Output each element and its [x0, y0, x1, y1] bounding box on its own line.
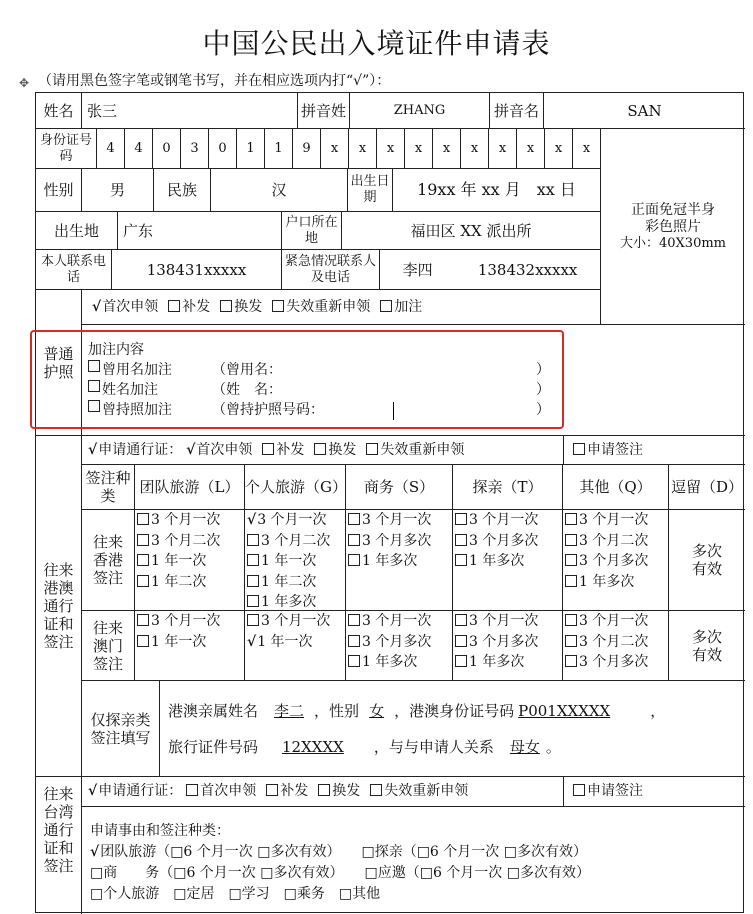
endorse-option-label: 3 个月一次: [362, 613, 432, 629]
endorse-option[interactable]: [137, 510, 220, 531]
id-digit[interactable]: 1: [237, 129, 265, 169]
option-3[interactable]: [362, 440, 464, 461]
endorse-cell: [453, 611, 563, 681]
option-1[interactable]: [258, 440, 304, 461]
endorse-option[interactable]: [247, 510, 327, 531]
checkbox-icon[interactable]: [370, 784, 382, 796]
option-label: 换发: [332, 783, 361, 799]
endorse-option-label: 1 年一次: [257, 633, 313, 650]
check-mark-icon[interactable]: √: [186, 441, 196, 458]
annot-close: ）: [536, 382, 550, 398]
endorse-option[interactable]: [348, 632, 431, 653]
form-instructions: （请用黑色签字笔或钢笔书写，并在相应选项内打“√”）：: [38, 73, 391, 89]
endorse-option-label: 3 个月一次: [579, 613, 649, 629]
checkbox-icon[interactable]: [348, 534, 360, 546]
endorse-option[interactable]: [348, 531, 431, 552]
endorse-option-label: 3 个月一次: [469, 512, 539, 528]
endorse-option-label: 3 个月一次: [261, 613, 331, 629]
checkbox-icon[interactable]: [455, 655, 467, 667]
id-digit[interactable]: x: [433, 129, 461, 169]
id-digit[interactable]: 0: [209, 129, 237, 169]
taiwan-line2[interactable]: □商 务（□6 个月一次 □多次有效） □应邀（□6 个月一次 □多次有效）: [90, 865, 590, 881]
endorse-cell: [245, 510, 346, 611]
checkbox-icon[interactable]: [348, 635, 360, 647]
birthplace-value[interactable]: 广东: [118, 212, 282, 250]
option-3[interactable]: [366, 781, 468, 802]
travel-doc-value[interactable]: 12XXXX: [282, 737, 344, 756]
endorse-option[interactable]: [348, 652, 417, 673]
endorse-option[interactable]: [455, 632, 538, 653]
endorse-option-label: 3 个月多次: [362, 633, 432, 650]
annot-label: 曾用名加注: [102, 362, 172, 378]
option-label: 补发: [182, 298, 211, 315]
id-digit[interactable]: 3: [181, 129, 209, 169]
option-0[interactable]: [88, 297, 158, 318]
stay-text-1: 多次: [691, 627, 722, 646]
option-2[interactable]: [314, 781, 360, 802]
taiwan-reason-title: 申请事由和签注种类：: [90, 823, 230, 839]
check-mark-icon[interactable]: √: [247, 512, 257, 528]
endorse-option[interactable]: [565, 632, 648, 653]
relative-label: 港澳亲属姓名: [168, 701, 259, 720]
endorse-option[interactable]: [455, 551, 524, 572]
endorse-cell: [346, 510, 453, 611]
checkbox-icon[interactable]: [455, 614, 467, 626]
id-digit[interactable]: x: [377, 129, 405, 169]
check-mark-icon[interactable]: √: [247, 633, 257, 650]
checkbox-icon[interactable]: [262, 443, 274, 455]
endorse-option[interactable]: [565, 652, 648, 673]
name-label: 姓名: [36, 93, 82, 129]
id-digit[interactable]: x: [461, 129, 489, 169]
endorse-option-label: 1 年多次: [469, 553, 525, 569]
pinyin-given-value[interactable]: SAN: [544, 93, 745, 129]
option-label: 申请签注: [587, 783, 643, 799]
passport-section-label: 普通护照: [36, 290, 82, 436]
option-2[interactable]: [310, 440, 356, 461]
endorse-row-label: 往来香港签注: [82, 510, 135, 611]
id-digit[interactable]: x: [405, 129, 433, 169]
option-label: 首次申领: [196, 441, 253, 458]
checkbox-icon[interactable]: [266, 784, 278, 796]
hkmo-endorse-option: [564, 436, 745, 465]
check-mark-icon: √: [88, 441, 98, 458]
move-handle-icon[interactable]: ✥: [19, 76, 30, 90]
check-mark-icon: √: [88, 783, 98, 799]
endorse-option[interactable]: [137, 611, 220, 632]
option-label: 补发: [276, 441, 305, 458]
ethnic-label: 民族: [154, 169, 211, 212]
relation-label: 与申请人关系: [403, 737, 494, 756]
checkbox-icon[interactable]: [186, 784, 198, 796]
id-digit[interactable]: x: [545, 129, 573, 169]
endorse-col-header: 探亲（T）: [453, 465, 563, 510]
id-label: 身份证号码: [36, 129, 97, 169]
endorse-option[interactable]: [137, 632, 206, 653]
endorse-option-label: 3 个月一次: [257, 512, 327, 528]
endorse-col-header: 团队旅游（L）: [135, 465, 245, 510]
option-label: 首次申领: [200, 783, 257, 799]
option-label: 失效重新申领: [286, 298, 371, 315]
option-1[interactable]: [164, 297, 210, 318]
checkbox-icon[interactable]: [455, 513, 467, 525]
photo-line1: 正面免冠半身: [631, 201, 715, 218]
endorse-option-label: 1 年多次: [362, 654, 418, 670]
checkbox-icon[interactable]: [348, 655, 360, 667]
checkbox-icon[interactable]: [318, 784, 330, 796]
endorse-option-label: 3 个月二次: [151, 532, 221, 549]
endorse-option[interactable]: [348, 510, 431, 531]
endorse-option[interactable]: [247, 572, 316, 593]
hk-id-value[interactable]: P001XXXXX: [518, 701, 611, 720]
endorse-option-label: 1 年一次: [151, 553, 207, 569]
visit-line2: 旅行证件号码 12XXXX ，与与申请人关系 母女 。: [168, 737, 561, 756]
endorse-option[interactable]: [565, 611, 648, 632]
hukou-value[interactable]: 福田区 XX 派出所: [342, 212, 601, 250]
id-digit[interactable]: x: [573, 129, 601, 169]
endorse-option-label: 1 年二次: [261, 573, 317, 590]
emergency-label: 紧急情况联系人及电话: [282, 250, 380, 290]
stay-cell: [669, 611, 745, 681]
option-label: 加注: [394, 298, 423, 315]
endorse-option[interactable]: [247, 531, 330, 552]
hk-id-label: 港澳身份证号码: [409, 701, 515, 720]
check-mark-icon[interactable]: √: [92, 298, 102, 315]
annot-close: ）: [536, 362, 550, 378]
name-value[interactable]: 张三: [82, 93, 298, 129]
endorse-option-label: 3 个月多次: [579, 553, 649, 569]
taiwan-apply-options: [82, 777, 564, 807]
endorse-option[interactable]: [455, 652, 524, 673]
option-endorse[interactable]: [569, 781, 643, 802]
id-digit[interactable]: x: [321, 129, 349, 169]
option-0[interactable]: [182, 440, 252, 461]
travel-doc-label: 旅行证件号码: [168, 737, 259, 756]
endorse-option-label: 3 个月多次: [469, 633, 539, 650]
endorse-option[interactable]: [137, 572, 206, 593]
endorse-option[interactable]: [455, 611, 538, 632]
checkbox-icon[interactable]: [137, 575, 149, 587]
apply-prefix: 申请通行证：: [98, 441, 183, 458]
annot-label: 姓名加注: [102, 382, 158, 398]
checkbox-icon[interactable]: [565, 534, 577, 546]
checkbox-icon[interactable]: [247, 534, 259, 546]
checkbox-icon[interactable]: [137, 614, 149, 626]
emergency-phone: 138432xxxxx: [477, 260, 578, 279]
annot-detail: （姓 名：: [212, 382, 282, 398]
endorse-option-label: 3 个月一次: [469, 613, 539, 629]
endorse-cell: [245, 611, 346, 681]
option-label: 补发: [280, 783, 309, 799]
hkmo-section-label: 往来港澳通行证和签注: [36, 436, 82, 777]
id-digit[interactable]: x: [489, 129, 517, 169]
annot-detail: （曾持护照号码：: [212, 402, 324, 418]
endorse-option-label: 1 年二次: [151, 573, 207, 590]
photo-line3: 大小：40X30mm: [620, 235, 726, 251]
checkbox-icon[interactable]: [168, 300, 180, 312]
id-digit[interactable]: 4: [97, 129, 125, 169]
photo-line2: 彩色照片: [645, 218, 701, 235]
endorse-option-label: 1 年多次: [469, 654, 525, 670]
relation-value[interactable]: 母女: [509, 737, 540, 756]
endorse-cell: [563, 510, 669, 611]
checkbox-icon[interactable]: [348, 614, 360, 626]
hukou-label: 户口所在地: [282, 212, 342, 250]
checkbox-icon[interactable]: [137, 554, 149, 566]
stay-text-2: 有效: [691, 560, 722, 578]
relative-gender-label: 性别: [329, 701, 360, 720]
annot-label: 曾持照加注: [102, 402, 172, 418]
checkbox-icon[interactable]: [220, 300, 232, 312]
passport-apply-options: [82, 290, 601, 325]
endorse-option-label: 3 个月多次: [469, 532, 539, 549]
id-digit[interactable]: x: [349, 129, 377, 169]
endorse-option-label: 3 个月二次: [579, 532, 649, 549]
id-digit[interactable]: 9: [293, 129, 321, 169]
option-label: 失效重新申领: [380, 441, 465, 458]
endorse-cell: [453, 510, 563, 611]
checkbox-icon[interactable]: [348, 554, 360, 566]
checkbox-icon[interactable]: [565, 575, 577, 587]
endorse-option[interactable]: [565, 572, 634, 593]
endorse-col-header: 其他（Q）: [563, 465, 669, 510]
checkbox-icon[interactable]: [455, 554, 467, 566]
endorse-col-header: 商务（S）: [346, 465, 453, 510]
endorse-col-header: 个人旅游（G）: [245, 465, 346, 510]
endorse-option-label: 1 年多次: [362, 553, 418, 569]
checkbox-icon[interactable]: [565, 513, 577, 525]
endorse-option-label: 1 年一次: [151, 633, 207, 650]
stay-text-1: 多次: [691, 542, 722, 560]
hkmo-apply-options: [82, 436, 564, 465]
endorse-cell: [563, 611, 669, 681]
relative-gender[interactable]: 女: [369, 701, 385, 720]
endorse-option[interactable]: [137, 531, 220, 552]
option-label: 换发: [328, 441, 357, 458]
checkbox-icon[interactable]: [565, 655, 577, 667]
endorse-option-label: 3 个月二次: [261, 532, 331, 549]
checkbox-icon[interactable]: [455, 635, 467, 647]
emergency-value[interactable]: [380, 250, 601, 290]
endorse-option[interactable]: [247, 551, 316, 572]
checkbox-icon[interactable]: [573, 784, 585, 796]
endorse-option-label: 3 个月多次: [362, 532, 432, 549]
endorse-option[interactable]: [455, 510, 538, 531]
option-3[interactable]: [268, 297, 370, 318]
checkbox-icon[interactable]: [565, 554, 577, 566]
text-cursor: [393, 402, 394, 420]
endorse-option-label: 3 个月多次: [579, 654, 649, 670]
checkbox-icon[interactable]: [137, 513, 149, 525]
checkbox-icon[interactable]: [137, 534, 149, 546]
checkbox-icon[interactable]: [247, 614, 259, 626]
gender-label: 性别: [36, 169, 82, 212]
checkbox-icon[interactable]: [348, 513, 360, 525]
phone-label: 本人联系电话: [36, 250, 112, 290]
endorse-option-label: 1 年多次: [579, 573, 635, 590]
stay-cell: [669, 510, 745, 611]
birthplace-label: 出生地: [36, 212, 118, 250]
highlight-box: [30, 330, 564, 429]
endorse-option-label: 1 年一次: [261, 553, 317, 569]
endorse-option-label: 3 个月一次: [362, 512, 432, 528]
endorse-kind-header: 签注种类: [82, 465, 135, 510]
endorse-option-label: 1 年多次: [261, 594, 317, 610]
taiwan-line3[interactable]: □个人旅游 □定居 □学习 □乘务 □其他: [90, 886, 381, 902]
annot-detail: （曾用名：: [212, 362, 282, 378]
option-label: 首次申领: [102, 298, 159, 315]
id-digit[interactable]: x: [517, 129, 545, 169]
checkbox-icon[interactable]: [565, 635, 577, 647]
endorse-option[interactable]: [247, 632, 313, 653]
endorse-option[interactable]: [348, 551, 417, 572]
option-4[interactable]: [376, 297, 422, 318]
endorse-option[interactable]: [247, 611, 330, 632]
apply-prefix: 申请通行证：: [98, 783, 183, 799]
visit-details: [160, 681, 745, 777]
endorse-option-label: 3 个月一次: [151, 512, 221, 528]
taiwan-line1-text: 团队旅游（□6 个月一次 □多次有效） □探亲（□6 个月一次 □多次有效）: [100, 844, 587, 860]
checkbox-icon[interactable]: [565, 614, 577, 626]
passport-apply-spacer: [601, 290, 745, 325]
taiwan-line1[interactable]: √团队旅游（□6 个月一次 □多次有效） □探亲（□6 个月一次 □多次有效）: [90, 844, 587, 860]
relative-name[interactable]: 李二: [274, 701, 305, 720]
emergency-name: 李四: [402, 260, 433, 279]
option-label: 换发: [234, 298, 263, 315]
endorse-option-label: 3 个月一次: [579, 512, 649, 528]
pinyin-surname-value[interactable]: ZHANG: [350, 93, 490, 129]
stay-text-2: 有效: [691, 645, 722, 664]
checkbox-icon[interactable]: [137, 635, 149, 647]
checkbox-icon[interactable]: [247, 554, 259, 566]
option-0[interactable]: [182, 781, 256, 802]
option-label: 申请签注: [587, 441, 643, 458]
option-1[interactable]: [262, 781, 308, 802]
pinyin-surname-label: 拼音姓: [298, 93, 350, 129]
checkbox-icon[interactable]: [314, 443, 326, 455]
annot-title: 加注内容: [88, 342, 144, 358]
checkbox-icon[interactable]: [455, 534, 467, 546]
id-digit[interactable]: 4: [125, 129, 153, 169]
endorse-option[interactable]: [455, 531, 538, 552]
taiwan-section-label: 往来台湾通行证和签注: [36, 777, 82, 914]
endorse-cell: [346, 611, 453, 681]
checkbox-icon[interactable]: [247, 595, 259, 607]
taiwan-endorse-option: [564, 777, 745, 807]
visit-line1: 港澳亲属姓名 李二 ，性别 女 ，港澳身份证号码 P001XXXXX ，: [168, 701, 666, 720]
endorse-option[interactable]: [565, 531, 648, 552]
taiwan-reasons: [82, 807, 745, 914]
pinyin-given-label: 拼音名: [490, 93, 544, 129]
phone-value[interactable]: 138431xxxxx: [112, 250, 282, 290]
annot-close: ）: [536, 402, 550, 418]
option-label: 失效重新申领: [384, 783, 469, 799]
application-form: [35, 92, 744, 913]
form-title: 中国公民出入境证件申请表: [202, 27, 551, 60]
option-endorse[interactable]: [569, 440, 643, 461]
endorse-option[interactable]: [348, 611, 431, 632]
endorse-option[interactable]: [565, 510, 648, 531]
endorse-cell: [135, 611, 245, 681]
endorse-option[interactable]: [565, 551, 648, 572]
checkbox-icon[interactable]: [272, 300, 284, 312]
option-2[interactable]: [216, 297, 262, 318]
endorse-cell: [135, 510, 245, 611]
endorse-option-label: 3 个月一次: [151, 613, 221, 629]
endorse-col-header: 逗留（D）: [669, 465, 745, 510]
checkbox-icon[interactable]: [573, 443, 585, 455]
visit-label: 仅探亲类签注填写: [82, 681, 160, 777]
endorse-option-label: 3 个月二次: [579, 633, 649, 650]
checkbox-icon[interactable]: [366, 443, 378, 455]
checkbox-icon[interactable]: [380, 300, 392, 312]
checkbox-icon[interactable]: [247, 575, 259, 587]
id-digit[interactable]: 0: [153, 129, 181, 169]
id-digit[interactable]: 1: [265, 129, 293, 169]
gender-value[interactable]: 男: [82, 169, 154, 212]
birth-label: 出生日期: [348, 169, 393, 212]
ethnic-value[interactable]: 汉: [211, 169, 348, 212]
birth-value[interactable]: 19xx 年 xx 月 xx 日: [393, 169, 601, 212]
endorse-option[interactable]: [137, 551, 206, 572]
endorse-option[interactable]: [247, 592, 316, 613]
endorse-row-label: 往来澳门签注: [82, 611, 135, 681]
